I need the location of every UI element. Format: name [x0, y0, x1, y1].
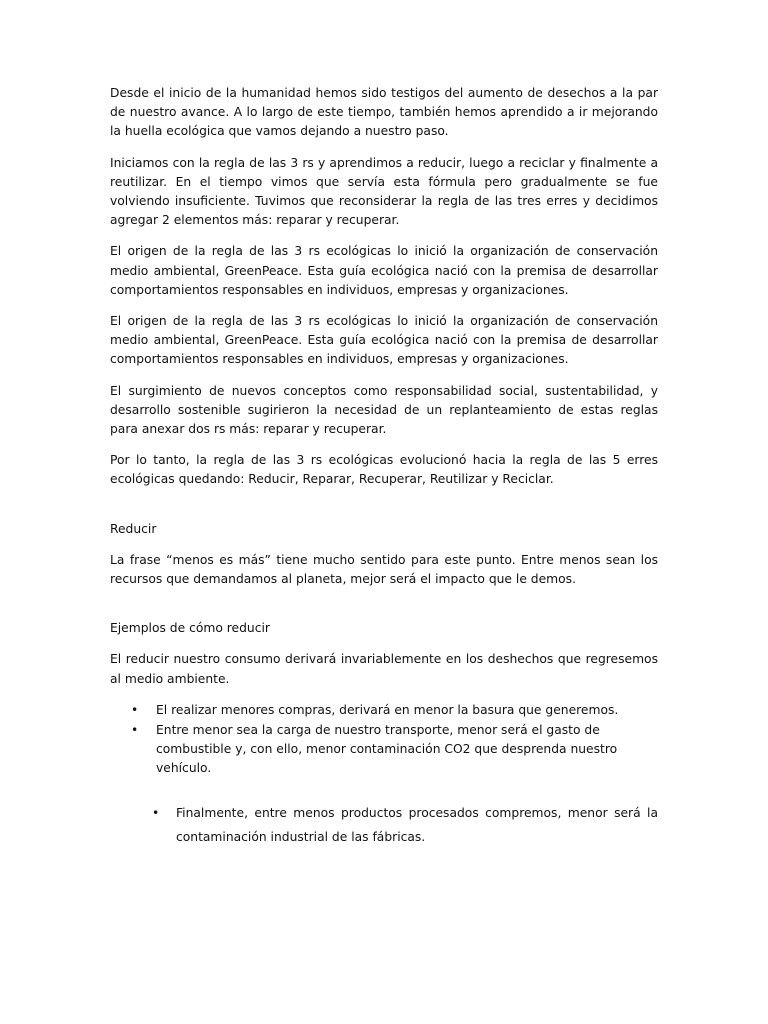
list-item: [110, 801, 658, 849]
list-item: [110, 721, 658, 779]
paragraph-reducir: La frase “menos es más” tiene mucho sentido para este punto. Entre menos sean los recursos que demandamos al planeta, mejor será el impacto que le demos.: [110, 552, 658, 587]
document-page: [110, 84, 658, 850]
paragraph-origin: El origen de la regla de las 3 rs ecológicas lo inició la organización de conservación medio ambiental, GreenPeace. Esta guía ecológica nació con la premisa de desarrollar comportamientos responsables en individuos, empresas y organizaciones.: [110, 244, 658, 297]
nested-bullet-list: [110, 801, 658, 849]
paragraph-concepts: El surgimiento de nuevos conceptos como responsabilidad social, sustentabilidad, y desarrollo sostenible sugirieron la necesidad de un replanteamiento de estas reglas para anexar dos rs más: reparar y recuperar.: [110, 383, 658, 437]
bullet-icon: •: [131, 723, 139, 738]
heading-ejemplos: Ejemplos de cómo reducir: [110, 621, 270, 636]
list-item: [110, 701, 658, 720]
list-item-text: El realizar menores compras, derivará en menor la basura que generemos.: [156, 702, 619, 717]
paragraph-3rs: Iniciamos con la regla de las 3 rs y aprendimos a reducir, luego a reciclar y finalmente a reutilizar. En el tiempo vimos que servía esta fórmula pero gradualmente se fue volviendo insuficiente. Tuvimos que reconsiderar la regla de las tres erres y decidimos agregar 2 elementos más: reparar y recuperar.: [110, 155, 658, 228]
bullet-icon: •: [152, 805, 160, 820]
bullet-icon: •: [131, 702, 139, 717]
paragraph-ejemplos: El reducir nuestro consumo derivará invariablemente en los deshechos que regresemos al medio ambiente.: [110, 652, 658, 686]
heading-reducir: Reducir: [110, 521, 157, 536]
paragraph-origin-repeat: El origen de la regla de las 3 rs ecológicas lo inició la organización de conservación medio ambiental, GreenPeace. Esta guía ecológica nació con la premisa de desarrollar comportamientos responsables en individuos, empresas y organizaciones.: [110, 314, 658, 367]
list-item-text: Entre menor sea la carga de nuestro transporte, menor será el gasto de combustible y, con ello, menor contaminación CO2 que desprenda nuestro vehículo.: [156, 723, 618, 776]
list-item-text: Finalmente, entre menos productos procesados compremos, menor será la contaminación industrial de las fábricas.: [176, 805, 658, 844]
paragraph-5rs: Por lo tanto, la regla de las 3 rs ecológicas evolucionó hacia la regla de las 5 erres ecológicas quedando: Reducir, Reparar, Recuperar, Reutilizar y Reciclar.: [110, 453, 658, 487]
bullet-list: [110, 701, 658, 779]
paragraph-intro: Desde el inicio de la humanidad hemos sido testigos del aumento de desechos a la par de nuestro avance. A lo largo de este tiempo, también hemos aprendido a ir mejorando la huella ecológica que vamos dejando a nuestro paso.: [110, 86, 658, 139]
